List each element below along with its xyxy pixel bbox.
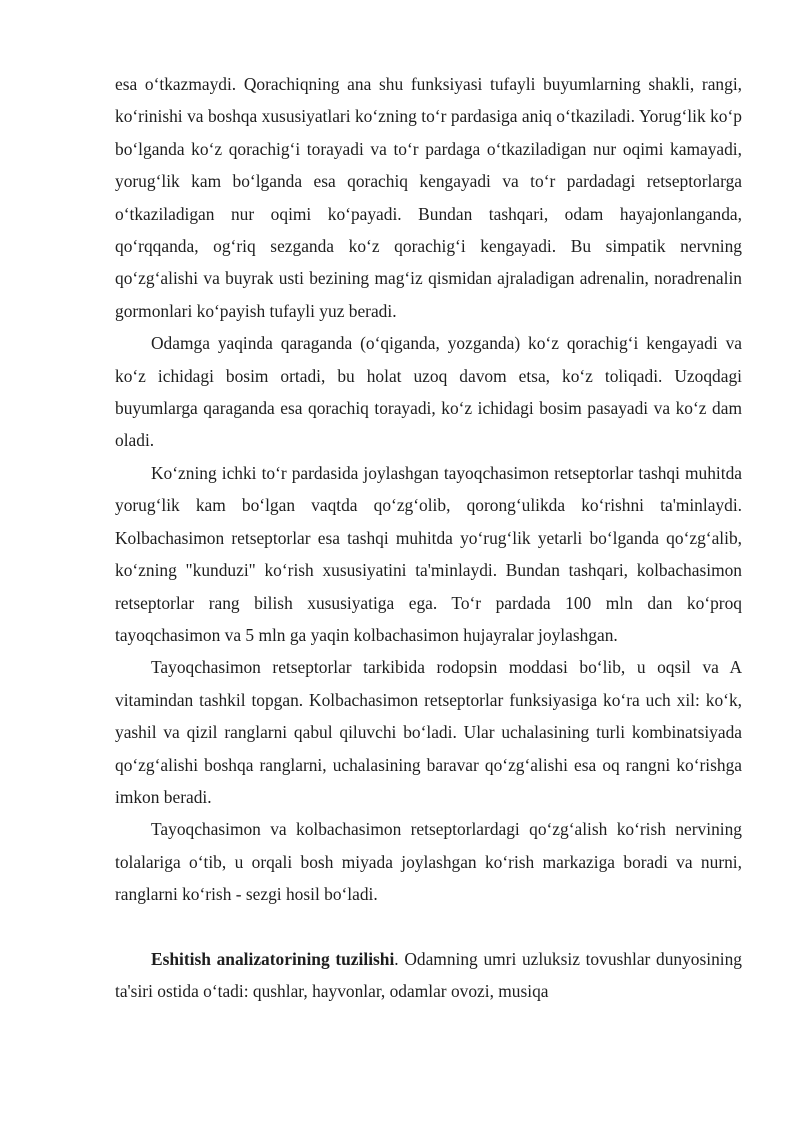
paragraph-rhodopsin: Tayoqchasimon retseptorlar tarkibida rodopsin moddasi bo‘lib, u oqsil va A vitamindan tashkil topgan. Kolbachasimon retseptorlar funksiyasiga ko‘ra uch xil: ko‘k, yashil va qizil ranglarni qabul qiluvchi bo‘ladi. Ular uchalasining turli kombinatsiyada qo‘zg‘alishi boshqa ranglarni, uchalasining baravar qo‘zg‘alishi esa oq rangni ko‘rishga imkon beradi. [115,657,742,807]
hearing-intro-text: Odamning umri uzluksiz tovushlar dunyosining ta'siri ostida o‘tadi: qushlar, hayvonlar, odamlar ovozi, musiqa [115,948,743,1002]
document-page [115,68,742,1008]
paragraph-optic-nerve: Tayoqchasimon va kolbachasimon retseptorlardagi qo‘zg‘alish ko‘rish nervining tolalariga o‘tib, u orqali bosh miyada joylashgan ko‘rish markaziga boradi va nurni, ranglarni ko‘rish - sezgi hosil bo‘ladi. [115,819,742,905]
paragraph-near-far-vision: Odamga yaqinda qaraganda (o‘qiganda, yozganda) ko‘z qorachig‘i kengayadi va ko‘z ichidagi bosim ortadi, bu holat uzoq davom etsa, ko‘z toliqadi. Uzoqdagi buyumlarga qaraganda esa qorachiq torayadi, ko‘z ichidagi bosim pasayadi va ko‘z dam oladi. [115,333,742,451]
paragraph-spacer [115,911,742,943]
paragraph-hearing-analyzer [115,943,742,1008]
heading-period: . [394,948,399,969]
paragraph-retina-receptors: Ko‘zning ichki to‘r pardasida joylashgan tayoqchasimon retseptorlar tashqi muhitda yorug‘lik kam bo‘lgan vaqtda qo‘zg‘olib, qorong‘ulikda ko‘rishni ta'minlaydi. Kolbachasimon retseptorlar esa tashqi muhitda yo‘rug‘lik yetarli bo‘lganda qo‘zg‘alib, ko‘zning "kunduzi" ko‘rish xususiyatini ta'minlaydi. Bundan tashqari, kolbachasimon retseptorlar rang bilish xususiyatiga ega. To‘r pardada 100 mln dan ko‘proq tayoqchasimon va 5 mln ga yaqin kolbachasimon hujayralar joylashgan. [115,462,742,645]
section-heading: Eshitish analizatorining tuzilishi [151,948,395,969]
paragraph-pupil-function: esa o‘tkazmaydi. Qorachiqning ana shu funksiyasi tufayli buyumlarning shakli, rangi, ko‘rinishi va boshqa xususiyatlari ko‘zning to‘r pardasiga aniq o‘tkaziladi. Yorug‘lik ko‘p bo‘lganda ko‘z qorachig‘i torayadi va to‘r pardaga o‘tkaziladigan nur oqimi kamayadi, yorug‘lik kam bo‘lganda esa qorachiq kengayadi va to‘r pardadagi retseptorlarga o‘tkaziladigan nur oqimi ko‘payadi. Bundan tashqari, odam hayajonlanganda, qo‘rqqanda, og‘riq sezganda ko‘z qorachig‘i kengayadi. Bu simpatik nervning qo‘zg‘alishi va buyrak usti bezining mag‘iz qismidan ajraladigan adrenalin, noradrenalin gormonlari ko‘payish tufayli yuz beradi. [115,74,742,321]
